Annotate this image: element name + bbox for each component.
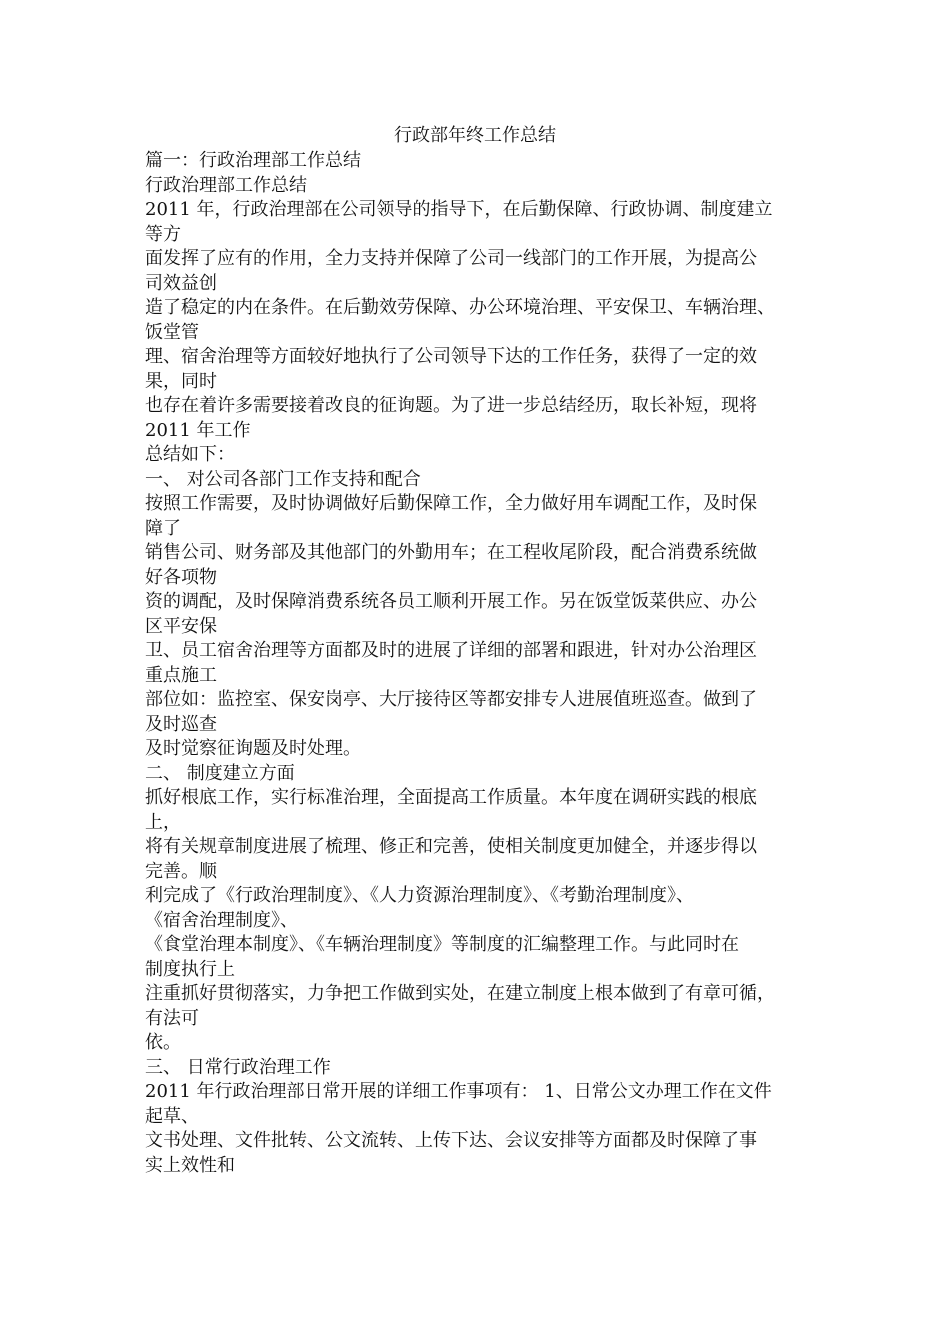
body-text-line: 依。 — [145, 1032, 181, 1053]
body-text-line: 行政治理部工作总结 — [145, 174, 307, 196]
body-text-line: 实上效性和 — [145, 1154, 235, 1176]
body-text-line: 注重抓好贯彻落实，力争把工作做到实处，在建立制度上根本做到了有章可循， — [145, 983, 775, 1004]
body-text-line: 重点施工 — [145, 664, 217, 686]
body-text-line: 2011 年工作 — [145, 419, 251, 441]
body-text-line: 完善。顺 — [145, 860, 217, 882]
body-text-line: 有法可 — [145, 1007, 199, 1029]
body-text-line: 造了稳定的内在条件。在后勤效劳保障、办公环境治理、平安保卫、车辆治理、 — [145, 297, 775, 318]
body-text-line: 三、 日常行政治理工作 — [145, 1056, 331, 1078]
body-text-line: 部位如：监控室、保安岗亭、大厅接待区等都安排专人进展值班巡查。做到了 — [145, 689, 757, 710]
body-text-line: 销售公司、财务部及其他部门的外勤用车；在工程收尾阶段，配合消费系统做 — [145, 542, 757, 563]
body-text-line: 及时巡查 — [145, 713, 217, 735]
body-text-line: 二、 制度建立方面 — [145, 762, 295, 784]
body-text-line: 好各项物 — [145, 566, 217, 588]
document-title: 行政部年终工作总结 — [394, 125, 556, 146]
body-text-line: 等方 — [145, 223, 181, 245]
body-text-line: 将有关规章制度进展了梳理、修正和完善，使相关制度更加健全，并逐步得以 — [145, 836, 757, 857]
body-text-line: 果，同时 — [145, 370, 217, 392]
body-text-line: 理、宿舍治理等方面较好地执行了公司领导下达的工作任务，获得了一定的效 — [145, 346, 757, 367]
body-text-line: 障了 — [145, 517, 181, 539]
body-text-line: 面发挥了应有的作用，全力支持并保障了公司一线部门的工作开展，为提高公 — [145, 248, 757, 269]
body-text-line: 文书处理、文件批转、公文流转、上传下达、会议安排等方面都及时保障了事 — [145, 1130, 757, 1151]
body-text-line: 起草、 — [145, 1105, 199, 1127]
body-text-line: 及时觉察征询题及时处理。 — [145, 738, 361, 759]
body-text-line: 抓好根底工作，实行标准治理，全面提高工作质量。本年度在调研实践的根底 — [145, 787, 757, 808]
body-text-line: 《食堂治理本制度》、《车辆治理制度》等制度的汇编整理工作。与此同时在 — [145, 934, 739, 955]
body-text-line: 《宿舍治理制度》、 — [145, 909, 298, 931]
body-text-line: 区平安保 — [145, 615, 217, 637]
body-text-line: 司效益创 — [145, 272, 217, 294]
body-text-line: 也存在着许多需要接着改良的征询题。为了进一步总结经历，取长补短，现将 — [145, 395, 757, 416]
body-text-line: 资的调配，及时保障消费系统各员工顺利开展工作。另在饭堂饭菜供应、办公 — [145, 591, 757, 612]
body-text-line: 饭堂管 — [145, 321, 199, 343]
body-text-line: 篇一：行政治理部工作总结 — [145, 150, 361, 171]
body-text-line: 卫、员工宿舍治理等方面都及时的进展了详细的部署和跟进，针对办公治理区 — [145, 640, 757, 661]
body-text-line: 利完成了《行政治理制度》、《人力资源治理制度》、《考勤治理制度》、 — [145, 885, 694, 906]
body-text-line: 上， — [145, 811, 181, 833]
body-text-line: 2011 年行政治理部日常开展的详细工作事项有： 1、日常公文办理工作在文件 — [145, 1081, 772, 1102]
document-body — [145, 149, 815, 1178]
body-text-line: 一、 对公司各部门工作支持和配合 — [145, 468, 421, 490]
body-text-line: 按照工作需要，及时协调做好后勤保障工作，全力做好用车调配工作，及时保 — [145, 493, 757, 514]
body-text-line: 2011 年，行政治理部在公司领导的指导下，在后勤保障、行政协调、制度建立 — [145, 199, 773, 220]
body-text-line: 制度执行上 — [145, 958, 235, 980]
body-text-line: 总结如下： — [145, 444, 235, 465]
